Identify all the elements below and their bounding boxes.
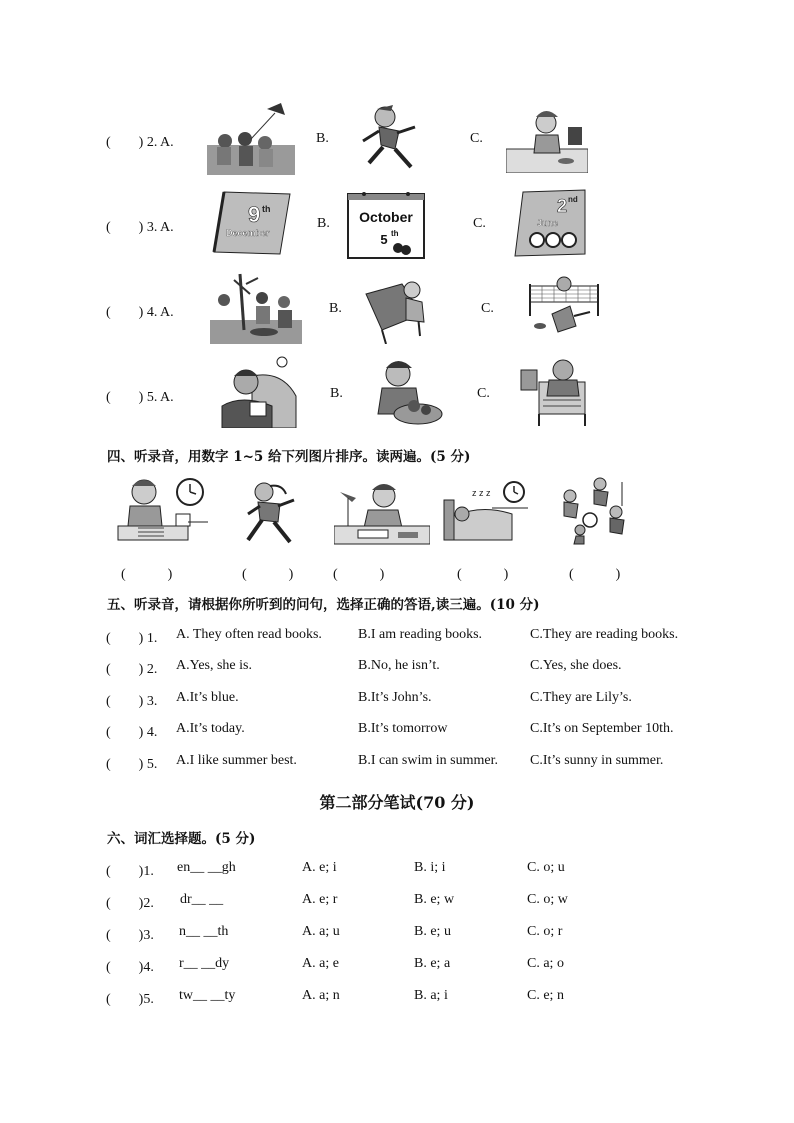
s5-q1-option-c: C.They are reading books. — [530, 627, 679, 642]
s6-q2-option-c: C. o; w — [527, 892, 568, 907]
s5-q3-number: ( ) 3. — [106, 694, 158, 709]
s6-q4-option-b: B. e; a — [414, 956, 451, 971]
q3-2-option-c-label: C. — [470, 131, 483, 146]
q3-3-a-day: 9 — [248, 202, 261, 227]
s5-q1-option-b: B.I am reading books. — [358, 627, 483, 642]
q3-3-option-b-image — [346, 188, 426, 260]
s4-answer-blank-1[interactable]: ( ) — [121, 567, 173, 582]
s5-q3-option-b: B.It’s John’s. — [358, 690, 432, 705]
s6-q2-word: dr__ __ — [180, 892, 224, 907]
s5-q5-option-c: C.It’s sunny in summer. — [530, 753, 664, 768]
s6-q5-option-c: C. e; n — [527, 988, 564, 1003]
section6-heading: 六、词汇选择题。(5 分) — [107, 831, 256, 847]
q3-3-c-month: June — [537, 218, 559, 228]
s6-q5-word: tw__ __ty — [179, 988, 236, 1003]
s6-q1-option-a: A. e; i — [302, 860, 337, 875]
s6-q5-option-a: A. a; n — [302, 988, 340, 1003]
s4-picture-2 — [234, 480, 306, 548]
s5-q4-option-b: B.It’s tomorrow — [358, 721, 448, 736]
q3-3-a-month: December — [226, 228, 270, 238]
q3-2-option-b-image — [351, 101, 429, 175]
s6-q4-number: ( )4. — [106, 960, 154, 975]
q3-3-b-month: October — [359, 209, 413, 225]
q3-4-option-a-image — [210, 270, 302, 344]
s6-q2-option-a: A. e; r — [302, 892, 338, 907]
q3-3-option-c-label: C. — [473, 216, 486, 231]
s6-q1-option-b: B. i; i — [414, 860, 446, 875]
s6-q2-option-b: B. e; w — [414, 892, 455, 907]
q3-5-option-c-image — [517, 356, 587, 428]
s6-q4-word: r__ __dy — [179, 956, 230, 971]
q3-5-option-a-image — [212, 356, 300, 428]
s6-q3-number: ( )3. — [106, 928, 154, 943]
q3-5-option-c-label: C. — [477, 386, 490, 401]
q3-2-option-a-image — [207, 101, 295, 175]
s5-q1-option-a: A. They often read books. — [176, 627, 322, 642]
svg-text:z z z: z z z — [472, 488, 491, 498]
s5-q5-number: ( ) 5. — [106, 757, 158, 772]
s5-q3-option-c: C.They are Lily’s. — [530, 690, 632, 705]
s6-q5-number: ( )5. — [106, 992, 154, 1007]
q3-5-option-b-image — [368, 356, 446, 428]
s4-picture-3 — [334, 476, 430, 546]
q3-3-a-day-suffix: th — [262, 204, 271, 214]
s6-q4-option-c: C. a; o — [527, 956, 564, 971]
q3-4-option-c-label: C. — [481, 301, 494, 316]
s6-q2-number: ( )2. — [106, 896, 154, 911]
q3-2-option-b-label: B. — [316, 131, 329, 146]
s5-q3-option-a: A.It’s blue. — [176, 690, 239, 705]
q3-3-option-c-image — [513, 188, 587, 260]
s6-q1-word: en__ __gh — [177, 860, 236, 875]
q3-4-option-b-image — [362, 274, 430, 344]
q3-2-number: ( ) 2. A. — [106, 135, 174, 150]
s4-picture-1 — [116, 476, 208, 546]
q3-3-option-a-image — [210, 188, 294, 260]
s6-q3-word: n__ __th — [179, 924, 229, 939]
q3-3-c-day: 2 — [557, 196, 568, 216]
s5-q2-option-a: A.Yes, she is. — [176, 658, 252, 673]
q3-3-b-day-suffix: th — [391, 229, 399, 238]
s4-answer-blank-4[interactable]: ( ) — [457, 567, 509, 582]
s6-q1-option-c: C. o; u — [527, 860, 565, 875]
s5-q5-option-a: A.I like summer best. — [176, 753, 297, 768]
q3-3-option-b-label: B. — [317, 216, 330, 231]
section4-heading: 四、听录音，用数字 1~5 给下列图片排序。读两遍。(5 分) — [107, 449, 471, 465]
s4-picture-4 — [442, 480, 528, 544]
s5-q2-option-c: C.Yes, she does. — [530, 658, 622, 673]
q3-3-c-day-suffix: nd — [568, 195, 578, 204]
s4-picture-5 — [554, 476, 628, 546]
q3-3-number: ( ) 3. A. — [106, 220, 174, 235]
q3-3-b-day: 5 — [380, 232, 388, 247]
q3-4-number: ( ) 4. A. — [106, 305, 174, 320]
s6-q3-option-b: B. e; u — [414, 924, 451, 939]
s6-q3-option-a: A. a; u — [302, 924, 340, 939]
s4-answer-blank-3[interactable]: ( ) — [333, 567, 385, 582]
q3-5-number: ( ) 5. A. — [106, 390, 174, 405]
s5-q5-option-b: B.I can swim in summer. — [358, 753, 498, 768]
s5-q2-number: ( ) 2. — [106, 662, 158, 677]
s5-q2-option-b: B.No, he isn’t. — [358, 658, 440, 673]
part2-title: 第二部分笔试(70 分) — [319, 793, 475, 812]
s5-q4-option-a: A.It’s today. — [176, 721, 245, 736]
s5-q4-option-c: C.It’s on September 10th. — [530, 721, 674, 736]
s6-q3-option-c: C. o; r — [527, 924, 563, 939]
s4-answer-blank-2[interactable]: ( ) — [242, 567, 294, 582]
s6-q1-number: ( )1. — [106, 864, 154, 879]
q3-2-option-c-image — [506, 103, 588, 173]
s5-q1-number: ( ) 1. — [106, 631, 158, 646]
s6-q5-option-b: B. a; i — [414, 988, 448, 1003]
q3-5-option-b-label: B. — [330, 386, 343, 401]
q3-4-option-b-label: B. — [329, 301, 342, 316]
s5-q4-number: ( ) 4. — [106, 725, 158, 740]
q3-4-option-c-image — [518, 276, 600, 344]
s6-q4-option-a: A. a; e — [302, 956, 339, 971]
s4-answer-blank-5[interactable]: ( ) — [569, 567, 621, 582]
section5-heading: 五、听录音，请根据你所听到的问句，选择正确的答语,读三遍。(10 分) — [107, 597, 540, 613]
